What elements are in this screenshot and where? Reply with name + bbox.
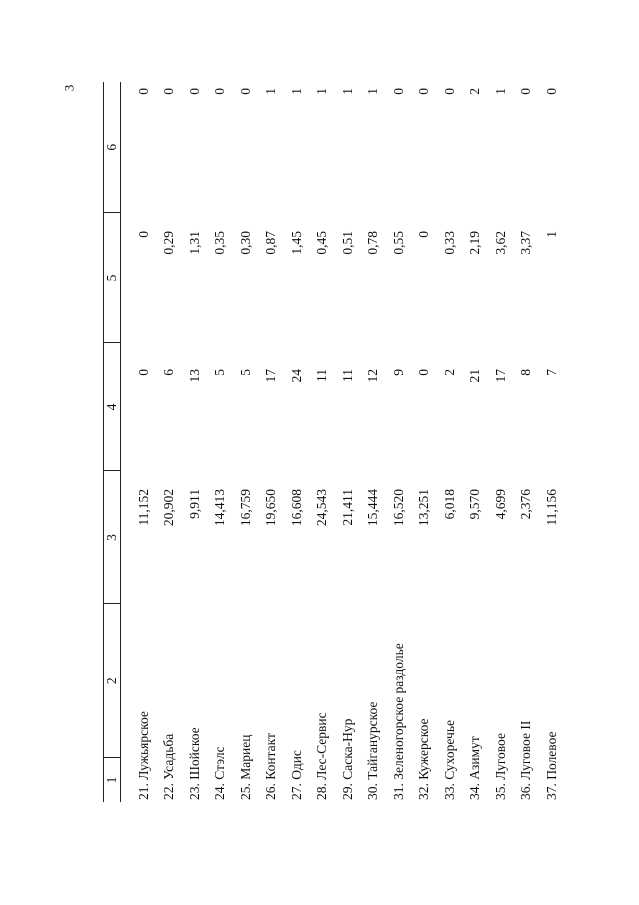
table-row xyxy=(182,82,208,802)
row-value-col6: 0 xyxy=(543,88,559,95)
row-value-col5: 0,30 xyxy=(237,231,253,255)
row-value-col4: 12 xyxy=(365,369,381,383)
table-row xyxy=(488,82,514,802)
row-value-col4: 0 xyxy=(416,369,432,376)
row-value-col5: 0,29 xyxy=(161,231,177,255)
column-header-1: 1 xyxy=(104,757,120,802)
row-value-col6: 1 xyxy=(263,88,279,95)
row-value-col5: 1,31 xyxy=(186,231,202,255)
row-value-col4: 5 xyxy=(237,369,253,376)
table-row xyxy=(361,82,387,802)
row-value-col4: 21 xyxy=(467,369,483,383)
row-value-col5: 0,35 xyxy=(212,231,228,255)
header-row xyxy=(104,82,121,802)
row-value-col4: 17 xyxy=(263,369,279,383)
row-value-col6: 0 xyxy=(161,88,177,95)
row-value-col5: 0,78 xyxy=(365,231,381,255)
row-value-col6: 0 xyxy=(441,88,457,95)
row-value-col4: 7 xyxy=(543,369,559,376)
row-value-col6: 1 xyxy=(288,88,304,95)
row-value-col3: 19,650 xyxy=(263,489,279,527)
row-name-cell: 21. Лужьярское xyxy=(135,711,151,800)
row-value-col5: 3,37 xyxy=(518,231,534,255)
row-value-col6: 0 xyxy=(518,88,534,95)
row-value-col6: 1 xyxy=(492,88,508,95)
row-value-col5: 2,19 xyxy=(467,231,483,255)
column-header-5: 5 xyxy=(104,213,121,343)
table-row xyxy=(412,82,438,802)
row-value-col3: 14,413 xyxy=(212,489,228,527)
row-name-cell: 35. Луговое xyxy=(492,733,508,800)
row-value-col4: 11 xyxy=(339,369,355,382)
row-value-col5: 0 xyxy=(416,231,432,238)
table-row xyxy=(259,82,285,802)
row-value-col3: 11,152 xyxy=(135,489,151,526)
row-name-cell: 24. Стэлс xyxy=(212,746,228,800)
row-value-col5: 1,45 xyxy=(288,231,304,255)
row-value-col3: 16,759 xyxy=(237,489,253,527)
row-name-cell: 31. Зеленогорское раздолье xyxy=(390,643,406,800)
table-row xyxy=(463,82,489,802)
table-row xyxy=(514,82,540,802)
row-value-col4: 5 xyxy=(212,369,228,376)
row-name-cell: 25. Мариец xyxy=(237,734,253,800)
row-value-col3: 6,018 xyxy=(441,489,457,520)
row-name-cell: 33. Сухоречье xyxy=(441,720,457,800)
table-row xyxy=(233,82,259,802)
table-row xyxy=(335,82,361,802)
table-body xyxy=(121,82,565,802)
row-value-col4: 8 xyxy=(518,369,534,376)
table-row xyxy=(208,82,234,802)
row-value-col4: 9 xyxy=(390,369,406,376)
row-value-col5: 1 xyxy=(543,231,559,238)
row-value-col6: 2 xyxy=(467,88,483,95)
row-value-col5: 0,45 xyxy=(314,231,330,255)
table-row xyxy=(539,82,565,802)
column-header-1-2 xyxy=(104,604,121,802)
table-row xyxy=(386,82,412,802)
row-value-col3: 21,411 xyxy=(339,489,355,526)
row-name-cell: 27. Одис xyxy=(288,750,304,800)
row-value-col5: 0,87 xyxy=(263,231,279,255)
row-value-col3: 15,444 xyxy=(365,489,381,527)
row-value-col5: 0 xyxy=(135,231,151,238)
row-value-col6: 0 xyxy=(135,88,151,95)
row-value-col3: 24,543 xyxy=(314,489,330,527)
row-value-col4: 0 xyxy=(135,369,151,376)
row-value-col3: 16,520 xyxy=(390,489,406,527)
row-name-cell: 37. Полевое xyxy=(543,731,559,800)
row-value-col4: 6 xyxy=(161,369,177,376)
row-value-col6: 1 xyxy=(339,88,355,95)
row-value-col3: 9,570 xyxy=(467,489,483,520)
table-row xyxy=(157,82,183,802)
row-value-col5: 0,33 xyxy=(441,231,457,255)
row-value-col6: 0 xyxy=(416,88,432,95)
row-value-col5: 3,62 xyxy=(492,231,508,255)
table-row xyxy=(284,82,310,802)
column-header-3: 3 xyxy=(104,471,121,604)
row-value-col6: 0 xyxy=(237,88,253,95)
row-name-cell: 26. Контакт xyxy=(263,733,279,800)
row-value-col4: 17 xyxy=(492,369,508,383)
row-value-col4: 11 xyxy=(314,369,330,382)
row-value-col6: 0 xyxy=(390,88,406,95)
row-value-col3: 4,699 xyxy=(492,489,508,520)
table-row xyxy=(310,82,336,802)
row-name-cell: 30. Тайганурское xyxy=(365,701,381,800)
row-value-col6: 1 xyxy=(365,88,381,95)
row-value-col3: 2,376 xyxy=(518,489,534,520)
row-name-cell: 32. Кужерское xyxy=(416,718,432,800)
column-header-6: 6 xyxy=(104,82,121,213)
page-number: 3 xyxy=(61,84,77,92)
row-value-col3: 9,911 xyxy=(186,489,202,519)
column-header-4: 4 xyxy=(104,343,121,471)
row-value-col3: 16,608 xyxy=(288,489,304,527)
row-value-col4: 2 xyxy=(441,369,457,376)
rotated-table-container xyxy=(103,82,583,802)
row-value-col4: 13 xyxy=(186,369,202,383)
row-name-cell: 34. Азимут xyxy=(467,736,483,800)
row-name-cell: 23. Шойское xyxy=(186,727,202,800)
row-value-col5: 0,51 xyxy=(339,231,355,255)
row-value-col3: 11,156 xyxy=(543,489,559,526)
data-table xyxy=(103,82,565,802)
table-row xyxy=(437,82,463,802)
row-value-col6: 0 xyxy=(212,88,228,95)
table-row xyxy=(121,82,157,802)
row-value-col3: 20,902 xyxy=(161,489,177,527)
row-value-col5: 0,55 xyxy=(390,231,406,255)
row-name-cell: 29. Саска-Нур xyxy=(339,718,355,800)
row-value-col4: 24 xyxy=(288,369,304,383)
row-value-col6: 1 xyxy=(314,88,330,95)
row-name-cell: 22. Усадьба xyxy=(161,733,177,800)
column-header-2: 2 xyxy=(104,677,119,685)
row-name-cell: 36. Луговое II xyxy=(518,720,534,800)
row-value-col3: 13,251 xyxy=(416,489,432,527)
row-value-col6: 0 xyxy=(186,88,202,95)
row-name-cell: 28. Лес-Сервис xyxy=(314,712,330,800)
